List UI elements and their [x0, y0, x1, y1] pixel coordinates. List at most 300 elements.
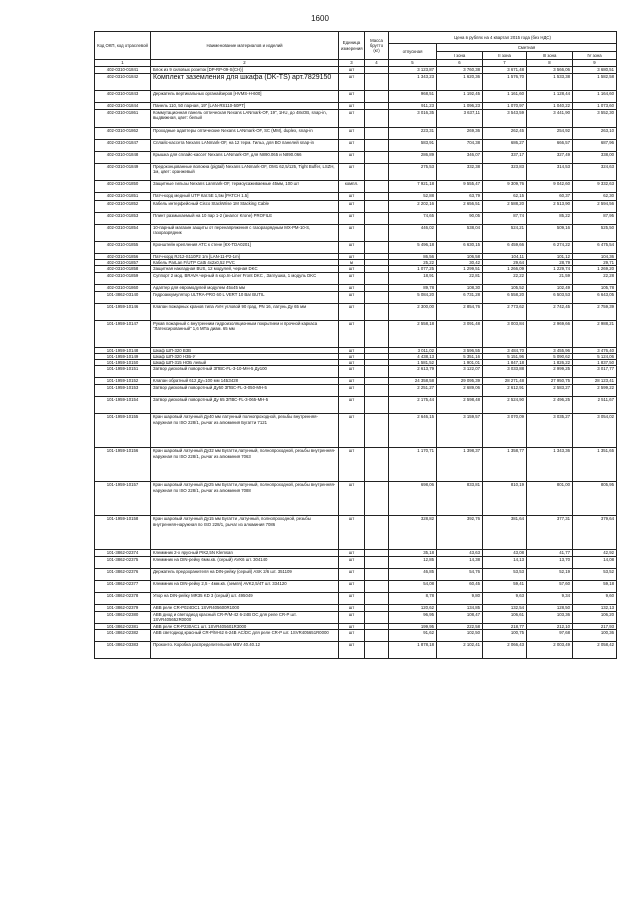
row-unit: компл.	[339, 181, 365, 193]
row-name: Защитная накладная BUS, 12 модулей, черная DKC	[151, 266, 339, 273]
table-row	[95, 378, 617, 385]
row-code: 101-3862-02375	[95, 557, 151, 569]
row-price-zone-3: 60,37	[527, 193, 573, 201]
row-unit: шт	[339, 348, 365, 354]
row-price-zone-2: 262,45	[483, 128, 527, 140]
row-code: 101-1959-10152	[95, 378, 151, 385]
row-price-selling: 96,95	[389, 611, 437, 623]
table-body	[95, 67, 617, 659]
row-mass	[365, 378, 389, 385]
row-mass	[365, 273, 389, 285]
table-row	[95, 304, 617, 321]
row-price-zone-2: 100,75	[483, 629, 527, 641]
row-unit: шт	[339, 385, 365, 397]
row-price-zone-2: 2 773,62	[483, 304, 527, 321]
row-price-zone-1: 704,38	[437, 140, 483, 152]
table-row	[95, 550, 617, 557]
row-price-zone-2: 2 612,91	[483, 385, 527, 397]
row-price-zone-2: 29,64	[483, 260, 527, 266]
row-name: Коммутационная панель оптическая Nexans LANmark-OF, 19", 1HU, до 48xOB, snap-in, выдвижная, цвет: белый	[151, 110, 339, 128]
row-price-zone-3: 6 274,22	[527, 242, 573, 254]
row-price-zone-2: 2 524,90	[483, 397, 527, 414]
row-price-selling: 3 016,35	[389, 110, 437, 128]
row-price-selling: 1 077,25	[389, 266, 437, 273]
row-mass	[365, 482, 389, 516]
header-code-okp: Код ОКП, код отраслевой	[95, 32, 151, 60]
row-price-zone-3: 377,31	[527, 516, 573, 550]
row-price-zone-3: 102,49	[527, 285, 573, 292]
row-price-zone-4: 132,13	[573, 605, 617, 611]
row-price-selling: 2 175,44	[389, 397, 437, 414]
row-price-selling: 911,23	[389, 103, 437, 110]
table-row	[95, 385, 617, 397]
row-price-zone-4: 338,00	[573, 152, 617, 164]
row-price-zone-3: 1 533,38	[527, 74, 573, 91]
row-mass	[365, 641, 389, 658]
row-code: 402-0310-01847	[95, 140, 151, 152]
row-price-zone-3: 3 566,06	[527, 67, 573, 74]
row-name: Проконто. Коробка распределительная MBV 40.40.12	[151, 641, 339, 658]
row-price-zone-1: 222,58	[437, 623, 483, 629]
row-price-selling: 8,78	[389, 593, 437, 605]
row-price-selling: 4 438,13	[389, 354, 437, 360]
row-price-zone-4: 14,08	[573, 557, 617, 569]
row-unit: шт	[339, 152, 365, 164]
page-number: 1600	[311, 14, 329, 23]
row-price-zone-4: 6 643,05	[573, 292, 617, 304]
table-row	[95, 629, 617, 641]
row-name: Упор на DIN-рейку MR35 KD 3 (серый) шт. 495049	[151, 593, 339, 605]
row-mass	[365, 128, 389, 140]
row-code: 402-0310-01843	[95, 91, 151, 103]
row-unit: шт	[339, 91, 365, 103]
row-unit: шт	[339, 273, 365, 285]
row-price-zone-2: 337,17	[483, 152, 527, 164]
row-price-zone-1: 9,80	[437, 593, 483, 605]
table-row	[95, 292, 617, 304]
row-price-zone-2: 59,41	[483, 581, 527, 593]
row-unit: шт	[339, 605, 365, 611]
row-unit: шт	[339, 448, 365, 482]
row-price-zone-3: 327,49	[527, 152, 573, 164]
row-code: 101-3862-02377	[95, 581, 151, 593]
row-price-selling: 199,95	[389, 623, 437, 629]
table-row	[95, 516, 617, 550]
row-code: 402-0310-01857	[95, 260, 151, 266]
row-price-zone-3: 2 003,49	[527, 641, 573, 658]
row-name: 10-парный магазин защиты от перенапряжения с газоразрядным МХ-РМ-10-S, газоразрядник	[151, 225, 339, 242]
row-price-zone-2: 1 358,77	[483, 448, 527, 482]
row-code: 101-1959-10151	[95, 366, 151, 378]
row-price-zone-4: 105,78	[573, 285, 617, 292]
row-price-selling: 2 202,16	[389, 201, 437, 213]
row-price-zone-2: 14,13	[483, 557, 527, 569]
row-price-zone-3: 212,10	[527, 623, 573, 629]
row-price-zone-2: 381,64	[483, 516, 527, 550]
row-price-zone-2: 9 309,76	[483, 181, 527, 193]
table-row	[95, 273, 617, 285]
row-price-zone-1: 63,79	[437, 193, 483, 201]
row-price-zone-2: 2 066,43	[483, 641, 527, 658]
row-price-zone-4: 22,28	[573, 273, 617, 285]
column-number: 5	[389, 60, 437, 67]
row-price-zone-1: 2 689,06	[437, 385, 483, 397]
row-price-zone-2: 323,83	[483, 164, 527, 181]
row-price-zone-4: 263,10	[573, 128, 617, 140]
table-row	[95, 482, 617, 516]
row-code: 402-0310-01861	[95, 110, 151, 128]
column-number: 3	[339, 60, 365, 67]
row-name: Патч-корд RJ12-S110P2 1m [LAN-11-P2-1m]	[151, 254, 339, 260]
row-name: Держатель вертикальных органайзеров [HVMS-H-600]	[151, 91, 339, 103]
header-name: Наименование материалов и изделий	[151, 32, 339, 60]
row-price-zone-1: 1 096,23	[437, 103, 483, 110]
row-price-zone-4: 104,36	[573, 254, 617, 260]
row-code: 101-1959-10149	[95, 354, 151, 360]
row-price-zone-2: 218,77	[483, 623, 527, 629]
row-price-zone-1: 3 637,11	[437, 110, 483, 128]
row-mass	[365, 67, 389, 74]
row-price-selling: 86,56	[389, 254, 437, 260]
row-mass	[365, 225, 389, 242]
row-price-zone-1: 2 598,48	[437, 397, 483, 414]
row-price-zone-1: 30,42	[437, 260, 483, 266]
table-row	[95, 285, 617, 292]
row-price-zone-4: 687,96	[573, 140, 617, 152]
row-price-zone-1: 6 630,15	[437, 242, 483, 254]
table-row	[95, 321, 617, 348]
row-price-selling: 5 496,18	[389, 242, 437, 254]
row-price-selling: 24 358,58	[389, 378, 437, 385]
row-unit: шт	[339, 110, 365, 128]
row-mass	[365, 213, 389, 225]
row-price-zone-4: 3 054,02	[573, 414, 617, 448]
row-price-zone-3: 57,60	[527, 581, 573, 593]
row-unit: шт	[339, 140, 365, 152]
row-price-selling: 91,62	[389, 629, 437, 641]
row-price-zone-1: 106,58	[437, 254, 483, 260]
row-code: 101-1959-10156	[95, 448, 151, 482]
row-unit: шт	[339, 225, 365, 242]
column-number: 7	[483, 60, 527, 67]
row-price-zone-1: 29 095,39	[437, 378, 483, 385]
row-mass	[365, 629, 389, 641]
table-row	[95, 225, 617, 242]
row-price-zone-2: 62,15	[483, 193, 527, 201]
row-price-zone-1: 2 854,76	[437, 304, 483, 321]
row-price-zone-3: 2 969,66	[527, 321, 573, 348]
table-row	[95, 74, 617, 91]
row-unit: шт	[339, 623, 365, 629]
row-name: Предоконцованные волокна (pigtail) Nexans LANmark-OF, OM1 62,5/125, Tight Buffer, LSZH, 1м, цвет: оранжевый	[151, 164, 339, 181]
row-price-zone-3: 254,92	[527, 128, 573, 140]
row-price-zone-1: 3 760,38	[437, 67, 483, 74]
row-price-selling: 1 343,23	[389, 74, 437, 91]
column-number: 1	[95, 60, 151, 67]
row-price-selling: 120,62	[389, 605, 437, 611]
row-price-zone-3: 103,36	[527, 611, 573, 623]
row-code: 101-3862-02374	[95, 550, 151, 557]
row-name: Блок из 9 силовых розеток [DP-RP-09-S(CH)]	[151, 67, 339, 74]
table-row	[95, 569, 617, 581]
row-mass	[365, 292, 389, 304]
row-mass	[365, 414, 389, 448]
row-mass	[365, 193, 389, 201]
row-unit: м	[339, 260, 365, 266]
row-price-selling: 1 878,18	[389, 641, 437, 658]
row-price-zone-2: 87,74	[483, 213, 527, 225]
row-mass	[365, 152, 389, 164]
row-price-zone-4: 1 269,20	[573, 266, 617, 273]
row-price-zone-4: 9,60	[573, 593, 617, 605]
table-row	[95, 397, 617, 414]
row-mass	[365, 103, 389, 110]
row-unit: шт	[339, 569, 365, 581]
table-row	[95, 611, 617, 623]
row-mass	[365, 181, 389, 193]
row-price-zone-3: 27 950,75	[527, 378, 573, 385]
row-price-zone-3: 128,50	[527, 605, 573, 611]
table-row	[95, 641, 617, 658]
row-mass	[365, 448, 389, 482]
row-mass	[365, 366, 389, 378]
row-price-zone-3: 6 503,53	[527, 292, 573, 304]
row-price-zone-1: 6 731,28	[437, 292, 483, 304]
header-selling: отпускная	[389, 44, 437, 60]
row-mass	[365, 110, 389, 128]
row-price-zone-4: 324,63	[573, 164, 617, 181]
row-code: 402-0310-01848	[95, 152, 151, 164]
row-price-selling: 12,85	[389, 557, 437, 569]
row-price-zone-3: 1 040,22	[527, 103, 573, 110]
row-mass	[365, 164, 389, 181]
row-code: 402-0310-01842	[95, 74, 151, 91]
row-price-zone-4: 525,50	[573, 225, 617, 242]
row-code: 402-0310-01860	[95, 285, 151, 292]
row-price-zone-1: 9 555,47	[437, 181, 483, 193]
row-name: Кран шаровый латунный Ду25 мм Бугатти,латунный, полнопроходной, резьбы внутренняя-наружная по ISO 228/1, рычаг из алюминия 7088	[151, 482, 339, 516]
row-code: 101-1959-10155	[95, 414, 151, 448]
row-unit: шт	[339, 557, 365, 569]
row-name: Шкаф ШП-320 В3В	[151, 348, 339, 354]
row-code: 101-3862-02378	[95, 593, 151, 605]
row-code: 101-1959-10154	[95, 397, 151, 414]
row-price-zone-2: 132,54	[483, 605, 527, 611]
row-code: 402-0310-01844	[95, 103, 151, 110]
row-price-zone-1: 134,85	[437, 605, 483, 611]
row-price-zone-3: 1 343,36	[527, 448, 573, 482]
row-unit: шт	[339, 254, 365, 260]
row-price-zone-2: 3 543,59	[483, 110, 527, 128]
row-price-zone-2: 28 271,48	[483, 378, 527, 385]
row-price-zone-1: 538,04	[437, 225, 483, 242]
row-unit: шт	[339, 128, 365, 140]
row-price-zone-1: 269,36	[437, 128, 483, 140]
row-price-zone-2: 1 070,97	[483, 103, 527, 110]
row-price-zone-4: 6 475,54	[573, 242, 617, 254]
row-price-zone-3: 9 042,60	[527, 181, 573, 193]
row-price-selling: 7 921,18	[389, 181, 437, 193]
header-unit: Единица измерения	[339, 32, 365, 60]
row-mass	[365, 266, 389, 273]
row-price-selling: 2 251,27	[389, 385, 437, 397]
row-price-zone-4: 59,18	[573, 581, 617, 593]
row-unit: шт	[339, 360, 365, 366]
row-name: Патч-корд медный UTP Кат.5Е 1,5м [PATCH 1.5]	[151, 193, 339, 201]
row-code: 101-1959-10157	[95, 482, 151, 516]
row-price-selling: 446,02	[389, 225, 437, 242]
row-mass	[365, 385, 389, 397]
row-code: 101-3862-02380	[95, 611, 151, 623]
header-zone-4: IV зона	[573, 52, 617, 60]
row-price-zone-2: 1 161,60	[483, 91, 527, 103]
row-price-zone-1: 43,63	[437, 550, 483, 557]
row-unit: шт	[339, 550, 365, 557]
row-price-zone-3: 1 826,22	[527, 360, 573, 366]
row-price-zone-2: 6 558,20	[483, 292, 527, 304]
header-zone-2: II зона	[483, 52, 527, 60]
column-number: 4	[365, 60, 389, 67]
row-price-zone-3: 666,57	[527, 140, 573, 152]
row-name: Затвор дисковый поворотный ЗПВС-FL-3-10-МН-5 Ду100	[151, 366, 339, 378]
row-unit: шт	[339, 201, 365, 213]
row-price-zone-4: 3 017,77	[573, 366, 617, 378]
row-unit: шт	[339, 164, 365, 181]
row-price-zone-2: 3 003,84	[483, 321, 527, 348]
row-price-zone-3: 801,00	[527, 482, 573, 516]
row-price-zone-4: 2 599,22	[573, 385, 617, 397]
row-price-zone-4: 2 594,56	[573, 201, 617, 213]
row-price-zone-1: 332,38	[437, 164, 483, 181]
row-name: Защитные гильзы Nexans Lanmark-OF, термоусаживаемые 45мм, 100 шт	[151, 181, 339, 193]
row-price-zone-2: 2 588,20	[483, 201, 527, 213]
row-name: ABB светодиод красный CR-P/M-62 6-24В AC/DC для реле CR-P шт. 1SVR405651R0000	[151, 629, 339, 641]
row-mass	[365, 569, 389, 581]
row-name: Плинт размыкаемый на 10 пар 1-2 (аналог Krone) PROFILE	[151, 213, 339, 225]
row-price-zone-3: 2 999,25	[527, 366, 573, 378]
row-price-zone-1: 108,30	[437, 285, 483, 292]
row-price-selling: 1 170,71	[389, 448, 437, 482]
table-row	[95, 213, 617, 225]
table-row	[95, 152, 617, 164]
row-price-zone-4: 53,52	[573, 569, 617, 581]
row-price-selling: 1 581,52	[389, 360, 437, 366]
row-price-zone-3: 2 513,90	[527, 201, 573, 213]
row-price-zone-1: 833,81	[437, 482, 483, 516]
row-name: Клеммник 2-х ярусный РІК2,5N Klemsan	[151, 550, 339, 557]
row-unit: шт	[339, 103, 365, 110]
row-price-zone-2: 6 459,66	[483, 242, 527, 254]
row-price-zone-4: 1 351,65	[573, 448, 617, 482]
row-price-zone-2: 5 151,96	[483, 354, 527, 360]
table-row	[95, 140, 617, 152]
row-price-zone-2: 53,53	[483, 569, 527, 581]
row-code: 101-3862-02376	[95, 569, 151, 581]
header-zone-1: I зона	[437, 52, 483, 60]
row-mass	[365, 550, 389, 557]
row-price-zone-2: 22,22	[483, 273, 527, 285]
row-name: ABB диод и светодиод красный CR-P/M-42 6-24В DC для реле CR-P шт. 1SVR405652R0000	[151, 611, 339, 623]
row-price-selling: 46,85	[389, 569, 437, 581]
row-name: Кран шаровый латунный Ду15 мм Бугатти ,латунный, полнопроходной, резьбы внутренняя-наружная по ISO 228/1, рычаг из алюминия 7086	[151, 516, 339, 550]
row-price-zone-3: 3 441,90	[527, 110, 573, 128]
row-price-selling: 3 011,02	[389, 348, 437, 354]
row-unit: шт	[339, 321, 365, 348]
row-price-zone-1: 108,47	[437, 611, 483, 623]
row-price-zone-4: 805,95	[573, 482, 617, 516]
row-price-zone-4: 87,95	[573, 213, 617, 225]
header-price-title: Цена в рублях на 4 квартал 2015 года (без НДС)	[389, 32, 617, 44]
row-mass	[365, 397, 389, 414]
column-number-row	[95, 60, 617, 67]
row-name: Панель 110, 50 парная, 19" [LAN-RS110-50PT]	[151, 103, 339, 110]
row-unit: шт	[339, 378, 365, 385]
row-price-zone-2: 104,11	[483, 254, 527, 260]
row-price-zone-3: 97,68	[527, 629, 573, 641]
table-row	[95, 201, 617, 213]
row-name: Шкаф ШП-320 Н3Б-У	[151, 354, 339, 360]
row-unit: шт	[339, 67, 365, 74]
table-row	[95, 414, 617, 448]
row-price-selling: 3 123,87	[389, 67, 437, 74]
row-name: Комплект заземления для шкафа (DK-TS) арт.7829150	[151, 74, 339, 91]
row-price-zone-3: 28,79	[527, 260, 573, 266]
row-code: 402-0310-01853	[95, 213, 151, 225]
row-price-zone-3: 41,77	[527, 550, 573, 557]
row-code: 402-0310-01855	[95, 242, 151, 254]
row-name: Кронштейн крепления АТС к стене [КХ-TDA0201]	[151, 242, 339, 254]
row-unit: шт	[339, 397, 365, 414]
row-price-zone-3: 2 496,25	[527, 397, 573, 414]
row-price-zone-2: 810,19	[483, 482, 527, 516]
row-code: 402-0310-01851	[95, 193, 151, 201]
row-unit: шт	[339, 482, 365, 516]
row-price-zone-2: 43,08	[483, 550, 527, 557]
row-price-zone-3: 509,16	[527, 225, 573, 242]
row-code: 101-3862-02381	[95, 623, 151, 629]
row-code: 402-0310-01862	[95, 128, 151, 140]
row-price-zone-1: 5 351,16	[437, 354, 483, 360]
row-name: Шкаф ШП-315 НОБ левый	[151, 360, 339, 366]
row-unit: шт	[339, 641, 365, 658]
row-mass	[365, 593, 389, 605]
row-code: 101-1959-10146	[95, 304, 151, 321]
table-row	[95, 242, 617, 254]
row-unit: шт	[339, 304, 365, 321]
table-row	[95, 67, 617, 74]
row-price-zone-2: 9,63	[483, 593, 527, 605]
row-mass	[365, 581, 389, 593]
row-price-zone-3: 52,19	[527, 569, 573, 581]
row-code: 101-3862-03140	[95, 292, 151, 304]
header-zone-3: III зона	[527, 52, 573, 60]
row-price-zone-1: 346,07	[437, 152, 483, 164]
row-unit: шт	[339, 292, 365, 304]
row-price-selling: 18,91	[389, 273, 437, 285]
table-row	[95, 164, 617, 181]
row-mass	[365, 611, 389, 623]
row-price-selling: 698,06	[389, 482, 437, 516]
row-name: Держатель предохранителя на DIN-рейку (серый) ASK 2/6 шт. 351109	[151, 569, 339, 581]
price-table	[94, 31, 617, 659]
row-price-zone-4: 2 759,39	[573, 304, 617, 321]
table-row	[95, 448, 617, 482]
row-price-zone-1: 3 122,07	[437, 366, 483, 378]
row-price-zone-1: 2 102,41	[437, 641, 483, 658]
row-price-zone-4: 2 988,21	[573, 321, 617, 348]
row-mass	[365, 242, 389, 254]
table-row	[95, 128, 617, 140]
